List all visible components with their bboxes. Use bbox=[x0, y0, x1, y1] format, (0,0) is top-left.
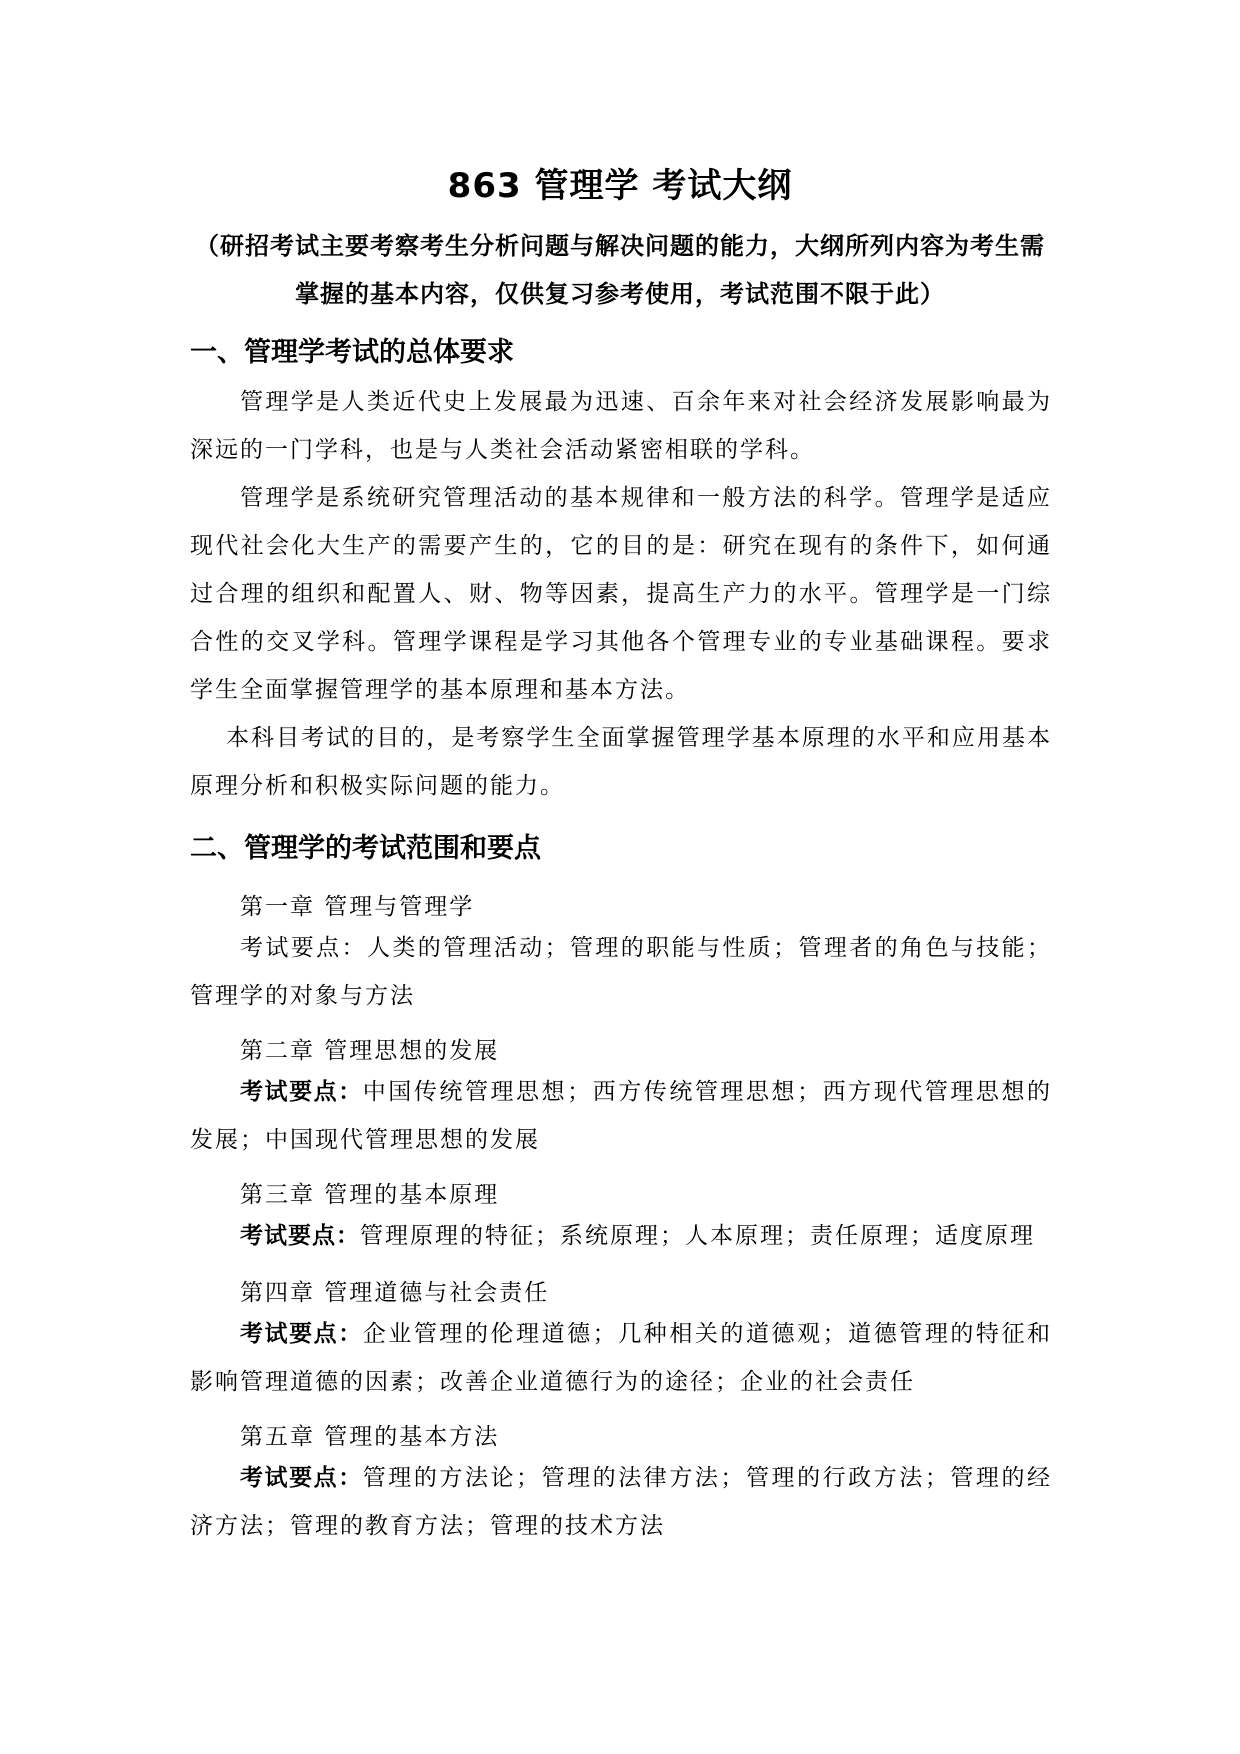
chapter-1-key-points bbox=[190, 924, 1052, 1020]
chapter-5-points-text: 管理的方法论；管理的法律方法；管理的行政方法；管理的经济方法；管理的教育方法；管理的技术方法 bbox=[190, 1465, 1053, 1539]
chapter-5-title: 第五章 管理的基本方法 bbox=[240, 1424, 500, 1450]
chapter-2-title: 第二章 管理思想的发展 bbox=[240, 1038, 500, 1064]
key-points-label: 考试要点： bbox=[240, 1223, 360, 1249]
chapter-4-key-points bbox=[190, 1310, 1052, 1406]
subtitle-line-1: （研招考试主要考察考生分析问题与解决问题的能力，大纲所列内容为考生需 bbox=[195, 232, 1045, 260]
chapter-1-points-text: 人类的管理活动；管理的职能与性质；管理者的角色与技能；管理学的对象与方法 bbox=[190, 935, 1053, 1009]
chapter-3-points-text: 管理原理的特征；系统原理；人本原理；责任原理；适度原理 bbox=[360, 1223, 1035, 1249]
section-1-heading: 一、管理学考试的总体要求 bbox=[190, 337, 514, 368]
section-2-heading: 二、管理学的考试范围和要点 bbox=[190, 833, 541, 864]
subtitle-line-2: 掌握的基本内容，仅供复习参考使用，考试范围不限于此） bbox=[295, 280, 945, 308]
chapter-4-points-text: 企业管理的伦理道德；几种相关的道德观；道德管理的特征和影响管理道德的因素；改善企业道德行为的途径；企业的社会责任 bbox=[190, 1321, 1053, 1395]
key-points-label: 考试要点： bbox=[240, 935, 367, 961]
section-1-paragraph-3: 本科目考试的目的，是考察学生全面掌握管理学基本原理的水平和应用基本原理分析和积极实际问题的能力。 bbox=[190, 725, 1052, 799]
chapter-2-key-points bbox=[190, 1068, 1052, 1164]
page-title: 863 管理学 考试大纲 bbox=[447, 166, 793, 206]
chapter-5-key-points bbox=[190, 1454, 1052, 1550]
chapter-3-key-points bbox=[190, 1212, 1052, 1260]
section-1-paragraph-1: 管理学是人类近代史上发展最为迅速、百余年来对社会经济发展影响最为深远的一门学科，也是与人类社会活动紧密相联的学科。 bbox=[190, 389, 1052, 463]
key-points-label: 考试要点： bbox=[240, 1321, 363, 1347]
key-points-label: 考试要点： bbox=[240, 1079, 363, 1105]
section-1-paragraph-2: 管理学是系统研究管理活动的基本规律和一般方法的科学。管理学是适应现代社会化大生产的需要产生的，它的目的是：研究在现有的条件下，如何通过合理的组织和配置人、财、物等因素，提高生产力的水平。管理学是一门综合性的交叉学科。管理学课程是学习其他各个管理专业的专业基础课程。要求学生全面掌握管理学的基本原理和基本方法。 bbox=[190, 485, 1052, 703]
chapter-4-title: 第四章 管理道德与社会责任 bbox=[240, 1280, 550, 1306]
key-points-label: 考试要点： bbox=[240, 1465, 363, 1491]
chapter-1-title: 第一章 管理与管理学 bbox=[240, 894, 475, 920]
chapter-3-title: 第三章 管理的基本原理 bbox=[240, 1182, 500, 1208]
chapter-2-points-text: 中国传统管理思想；西方传统管理思想；西方现代管理思想的发展；中国现代管理思想的发展 bbox=[190, 1079, 1053, 1153]
